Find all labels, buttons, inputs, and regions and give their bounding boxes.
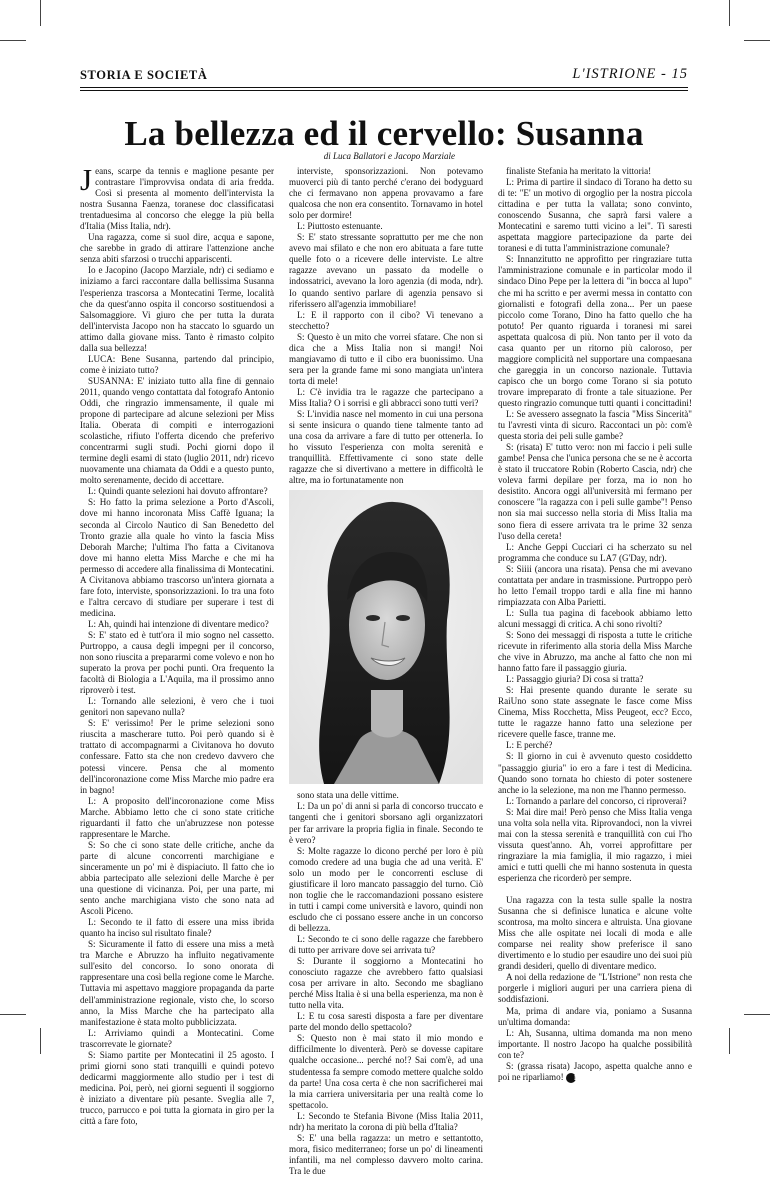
paragraph: L: Tornando alle selezioni, è vero che i tuoi genitori non sapevano nulla?: [80, 696, 274, 718]
crop-mark: [0, 40, 26, 41]
paragraph: SUSANNA: E' iniziato tutto alla fine di gennaio 2011, quando vengo contattata dal fotografo Antonio Oddi, che ringrazio immensamente, il quale mi propone di partecipare ad alcune selezioni per Miss Italia. Oberata di compiti e interrogazioni scolastiche, rifiuto l'offerta dicendo che preferivo concentrarmi sugli studi. Pochi giorni dopo il termine degli esami di stato (luglio 2011, ndr) ricevo nuovamente una chiamata da Oddi e a questo punto, molto serenamente, decido di accettare.: [80, 375, 274, 486]
page-number: L'ISTRIONE - 15: [572, 66, 688, 82]
paragraph: S: Il giorno in cui è avvenuto questo cosiddetto "passaggio giuria" io ero a fare i test di Medicina. Quando sono tornata ho chiesto di poter sostenere anche io la selezione, ma non me l'hanno permesso.: [498, 751, 692, 795]
end-of-article-mark: L: [566, 1073, 576, 1083]
paragraph: S: E' verissimo! Per le prime selezioni sono riuscita a mascherare tutto. Poi però quando si è trattato di accompagnarmi a Civitanova ho dovuto confessare. Fatto sta che non credevo davvero che potessi vincere. Pensa che al momento dell'incoronazione come Miss Marche mio padre era in bagno!: [80, 718, 274, 795]
paragraph: L: Secondo te Stefania Bivone (Miss Italia 2011, ndr) ha meritato la corona di più bella d'Italia?: [289, 1110, 483, 1132]
drop-cap: J: [80, 162, 93, 197]
paragraph: S: E' stato stressante soprattutto per me che non avevo mai sfilato e che non ero abituata a fare tutte quelle foto o a ricevere delle interviste. Le altre ragazze avevano un passato da modelle o indossatrici, avevano la loro agenzia (di moda, ndr). Io quando sentivo parlare di agenzia pensavo si riferissero all'agenzia immobiliare!: [289, 232, 483, 309]
paragraph: L: Arriviamo quindi a Montecatini. Come trascorrevate le giornate?: [80, 1027, 274, 1049]
paragraph: L: Piuttosto estenuante.: [297, 221, 383, 232]
article-column-1: [80, 162, 274, 1127]
crop-mark: [40, 0, 41, 26]
paragraph: S: Mai dire mai! Però penso che Miss Italia venga una volta sola nella vita. Riprovandoci, non la vivrei mai con la stessa serenità e tranquillità con cui l'ho vissuta quest'anno. Ah, vorrei approfittare per ringraziare la mia famiglia, il mio ragazzo, i miei amici e tutti quelli che mi hanno sostenuta in questa esperienza che ricorderò per sempre.: [498, 806, 692, 883]
paragraph: L: A proposito dell'incoronazione come Miss Marche. Abbiamo letto che ci sono state critiche riguardanti il fatto che un'abruzzese non potesse rappresentare le Marche.: [80, 795, 274, 839]
paragraph: S: Sono dei messaggi di risposta a tutte le critiche ricevute in riferimento alla storia della Miss Marche che vive in Abruzzo, ma anche al fatto che non mi hanno fatto fare il passaggio giuria.: [498, 629, 692, 674]
paragraph: L: Se avessero assegnato la fascia "Miss Sincerità" tu l'avresti vinta di sicuro. Raccontaci un pò: com'è questa storia dei peli sulle gambe?: [498, 409, 692, 442]
paragraph: L: E perché?: [506, 740, 553, 751]
crop-mark: [744, 40, 770, 41]
paragraph: S: (grassa risata) Jacopo, aspetta qualche anno e poi ne riparliamo! L: [498, 1060, 692, 1082]
header-rule: [80, 90, 688, 91]
section-label: STORIA E SOCIETÀ: [80, 68, 208, 82]
crop-mark: [0, 1014, 26, 1015]
paragraph: L: E il rapporto con il cibo? Vi tenevano a stecchetto?: [289, 309, 483, 331]
paragraph: [80, 162, 274, 232]
paragraph: finaliste Stefania ha meritato la vittoria!: [506, 166, 652, 176]
paragraph: S: Hai presente quando durante le serate su RaiUno sono state assegnate le fasce come Miss Cinema, Miss Rocchetta, Miss Peugeot, ecc? Ecco, tutte le ragazze hanno fatto una selezione per ricevere quelle fasce, tranne me.: [498, 685, 692, 740]
paragraph: S: Durante il soggiorno a Montecatini ho conosciuto ragazze che avrebbero fatto qualsiasi cosa per arrivare in alto. Secondo me sbagliano perché Miss Italia è si una bella esperienza, ma non è tutto nella vita.: [289, 956, 483, 1011]
paragraph: L: Quindi quante selezioni hai dovuto affrontare?: [88, 486, 268, 497]
paragraph: S: Ho fatto la prima selezione a Porto d'Ascoli, dove mi hanno incoronata Miss Caffè Iguana; la seconda al Circolo Nautico di San Benedetto del Tronto grazie alla quale ho vinto la fascia Miss Deborah Marche; l'ultima l'ho fatta a Civitanova dove mi hanno eletta Miss Marche e che mi ha permesso di accedere alla finalissima di Montecatini. A Civitanova abbiamo trascorso un'intera giornata a fare foto, interviste, sponsorizzazioni. Io tra una foto e l'altra cercavo di studiare per superare i test di medicina.: [80, 497, 274, 618]
paragraph: S: Sicuramente il fatto di essere una miss a metà tra Marche e Abruzzo ha influito negativamente sull'esito del concorso. Io sono onorata di rappresentare una così bella regione come le Marche. Tuttavia mi aspettavo maggiore propaganda da parte dell'amministrazione regionale, visto che, lo scorso anno, la Miss Marche che ha partecipato alla manifestazione è stata molto pubblicizzata.: [80, 939, 274, 1027]
header-rule: [80, 87, 688, 88]
paragraph: L: Prima di partire il sindaco di Torano ha detto su di te: "E' un motivo di orgoglio per la nostra piccola cittadina e per tutta la vallata; sono convinto, conoscendo Susanna, che saprà farsi valere a Montecatini e saremo tutti vicino a lei". Ti saresti aspettata maggiore partecipazione da parte dei toranesi e di tutta l'amministrazione comunale?: [498, 177, 692, 254]
byline: di Luca Ballatori e Jacopo Marziale: [323, 151, 455, 161]
paragraph: L: Passaggio giuria? Di cosa si tratta?: [506, 674, 644, 685]
paragraph: L: Anche Geppi Cucciari ci ha scherzato su nel programma che conduce su LA7 (G'Day, ndr).: [498, 541, 692, 563]
paragraph: sono stata una delle vittime.: [297, 790, 399, 801]
article-title: La bellezza ed il cervello: Susanna: [124, 114, 644, 153]
crop-mark: [744, 1014, 770, 1015]
article-column-3: [498, 166, 692, 1083]
portrait-photo: [289, 490, 483, 784]
crop-mark: [40, 1028, 41, 1054]
paragraph: L: Ah, Susanna, ultima domanda ma non meno importante. Il nostro Jacopo ha qualche possibilità con te?: [498, 1027, 692, 1060]
paragraph: S: L'invidia nasce nel momento in cui una persona si sente insicura o quando tiene talmente tanto ad una cosa da arrivare a fare di tutto per ottenerla. Io ho vissuto l'esperienza con molta serenità e tranquillità. Effettivamente ci sono state delle ragazze che si divertivano a mettere in difficoltà le altre, ma io fortunatamente non: [289, 409, 483, 486]
paragraph: S: Questo non è mai stato il mio mondo e difficilmente lo diventerà. Però se dovesse capitare qualche occasione... perché no!? Sai com'è, ad una studentessa fa sempre comodo mettere qualche soldo da parte! Una cosa certa è che non sacrificherei mai la mia carriera universitaria per una realtà come lo spettacolo.: [289, 1033, 483, 1110]
crop-mark: [729, 1028, 730, 1054]
paragraph: S: E' una bella ragazza: un metro e settantotto, mora, fisico mediterraneo; forse un po' di lineamenti infantili, ma nel complesso davvero molto carina. Tra le due: [289, 1132, 483, 1176]
paragraph: S: Innanzitutto ne approfitto per ringraziare tutta l'amministrazione comunale e in particolar modo il sindaco Dino Pepe per la lettera di "in bocca al lupo" che mi ha scritto e per avermi messa in contatto con giornalisti e fotografi della zona... Per un paese piccolo come Torano, Dino ha fatto quello che ha potuto! Per quanto riguarda i toranesi mi sarei aspettata qualcosa di più. Non tanto per il voto da casa quanto per un ritorno più caloroso, per maggiore complicità nel supportare una compaesana che gareggia in un concorso nazionale. Tuttavia capisco che un borgo come Torano si sia potuto trovare impreparato di fronte a tale situazione. Per questo ringrazio comunque tutti quanti i concittadini!: [498, 254, 692, 408]
paragraph: L: Da un po' di anni si parla di concorso truccato e tangenti che i genitori sborsano agli organizzatori per far arrivare la propria figlia in finale. Secondo te è vero?: [289, 801, 483, 845]
paragraph: S: (risata) E' tutto vero: non mi faccio i peli sulle gambe! Pensa che l'unica persona che se ne è accorta è stato il truccatore Robin (Roberto Cascia, ndr) che voleva farmi depilare per forza, ma io non ho desistito. Ancora oggi all'università mi fermano per conoscere "la ragazza con i peli sulle gambe"! Penso non sia mai successo nella storia di Miss Italia ma sono fiera di essere arrivata tra le prime 32 senza l'uso della cereta!: [498, 442, 692, 541]
paragraph-text: eans, scarpe da tennis e maglione pesante per contrastare l'improvvisa ondata di aria fredda. Così si presenta al momento dell'intervista la nostra Susanna Faenza, toranese doc classificatasi trentaduesima al concorso che elegge la più bella d'Italia (Miss Italia, ndr).: [80, 166, 274, 232]
paragraph: L: Secondo te il fatto di essere una miss ibrida quanto ha inciso sul risultato finale?: [80, 917, 274, 939]
paragraph: Una ragazza con la testa sulle spalle la nostra Susanna che si definisce lunatica e alcune volte scontrosa, ma molto sincera e altruista. Una giovane Miss che alle ospitate nei locali di moda e alle comparse nei reality show preferisce il sano divertimento e lo studio per esaudire uno dei suoi più grandi desideri, quello di diventare medico.: [498, 895, 692, 972]
paragraph: Una ragazza, come si suol dire, acqua e sapone, che sarebbe in grado di attirare l'attenzione anche senza abiti sfarzosi o trucchi appariscenti.: [80, 232, 274, 265]
paragraph: interviste, sponsorizzazioni. Non potevamo muoverci più di tanto perché c'erano dei bodyguard che ci fermavano non appena provavamo a fare qualcosa che non era consentito. Tornavamo in hotel solo per dormire!: [289, 166, 483, 221]
paragraph: L: Ah, quindi hai intenzione di diventare medico?: [88, 618, 269, 629]
paragraph: S: Molte ragazze lo dicono perché per loro è più comodo credere ad una bugia che ad una verità. E' solo un modo per le concorrenti escluse di giustificare il loro mancato passaggio del turno. Ciò non toglie che le raccomandazioni possano esistere in tutti i campi come università e lavoro, quindi non escludo che ci possano essere anche in un concorso di bellezza.: [289, 845, 483, 933]
article-column-2: [289, 166, 483, 1177]
paragraph: S: Siamo partite per Montecatini il 25 agosto. I primi giorni sono stati tranquilli e quindi potevo dedicarmi maggiormente allo studio per i test di medicina. Poi, però, nei giorni seguenti il soggiorno è iniziato a diventare più pesante. Sveglia alle 7, trucco, parrucco e poi tutta la giornata in giro per la città a fare foto,: [80, 1049, 274, 1127]
paragraph: L: E tu cosa saresti disposta a fare per diventare parte del mondo dello spettacolo?: [289, 1011, 483, 1033]
crop-mark: [729, 0, 730, 26]
paragraph: S: Questo è un mito che vorrei sfatare. Che non si dica che a Miss Italia non si mangi! Noi mangiavamo di tutto e il cibo era buonissimo. Una sera per la grande fame mi sono mangiata un'intera torta di mele!: [289, 331, 483, 386]
paragraph: L: Sulla tua pagina di facebook abbiamo letto alcuni messaggi di critica. A chi sono rivolti?: [498, 607, 692, 629]
paragraph: S: E' stato ed è tutt'ora il mio sogno nel cassetto. Purtroppo, a causa degli impegni per il concorso, non sono riuscita a prepararmi come volevo e non ho superato la prova per pochi punti. Ora frequento la facoltà di Biologia a L'Aquila, ma il prossimo anno riproverò i test.: [80, 629, 274, 696]
paragraph: L: Secondo te ci sono delle ragazze che farebbero di tutto per arrivare dove sei arrivata tu?: [289, 933, 483, 956]
paragraph: Io e Jacopino (Jacopo Marziale, ndr) ci sediamo e iniziamo a farci raccontare dalla bellissima Susanna l'esperienza trascorsa a Montecatini Terme, località che da quest'anno ospita il concorso sostituendosi a Salsomaggiore. Vi giuro che per tutta la durata dell'intervista Jacopo non ha staccato lo sguardo un attimo dalla giovane miss. Tanto è rimasto colpito dalla sua bellezza!: [80, 265, 274, 353]
paragraph: Ma, prima di andare via, poniamo a Susanna un'ultima domanda:: [498, 1005, 692, 1027]
paragraph: L: Tornando a parlare del concorso, ci riproverai?: [506, 795, 687, 806]
paragraph: A noi della redazione de "L'Istrione" non resta che porgerle i migliori auguri per una carriera piena di soddisfazioni.: [498, 972, 692, 1005]
portrait-photo-image: [289, 490, 483, 784]
paragraph: LUCA: Bene Susanna, partendo dal principio, come è iniziato tutto?: [80, 353, 274, 375]
paragraph: [498, 884, 692, 895]
paragraph: S: Siiii (ancora una risata). Pensa che mi avevano contattata per andare in trasmissione. Purtroppo però ho letto l'email troppo tardi e alla fine mi hanno rimpiazzata con Alba Parietti.: [498, 563, 692, 607]
paragraph: L: C'è invidia tra le ragazze che partecipano a Miss Italia? O i sorrisi e gli abbracci sono tutti veri?: [289, 386, 483, 408]
paragraph: S: So che ci sono state delle critiche, anche da parte di alcune concorrenti marchigiane e sinceramente un po' mi è dispiaciuto. Il fatto che io abbia partecipato alle selezioni delle Marche è per una questione di vicinanza. Poi, per una parte, mi sento anche marchigiana visto che sono nata ad Ascoli Piceno.: [80, 839, 274, 917]
